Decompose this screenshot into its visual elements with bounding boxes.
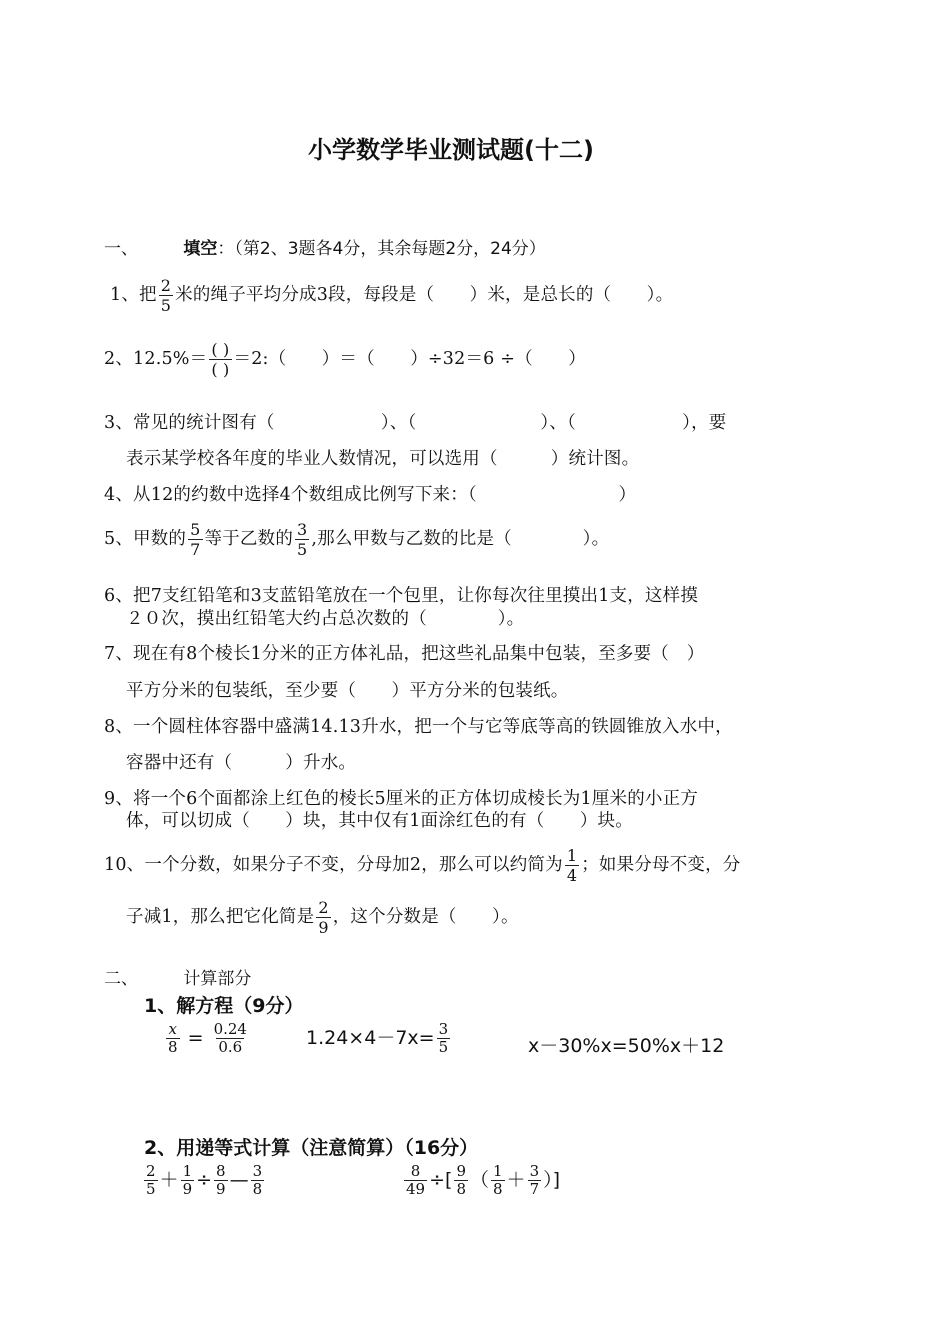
expr1-fraction-d-denominator: 8 <box>252 1180 263 1198</box>
page-title: 小学数学毕业测试题(十二) <box>308 136 594 164</box>
eq2-fraction-numerator: 3 <box>438 1020 449 1038</box>
question-1 <box>110 276 673 315</box>
expr1-fraction-b-denominator: 9 <box>182 1180 193 1198</box>
q10-text-d: ，这个分数是（ ）。 <box>332 907 519 927</box>
eq1-fraction-right-denominator: 0.6 <box>218 1038 243 1056</box>
question-2 <box>104 340 586 379</box>
expr1-op-2: ÷ <box>196 1169 213 1191</box>
expr1-fraction-c-denominator: 9 <box>216 1180 226 1198</box>
expr2-fraction-b-denominator: 8 <box>456 1180 466 1198</box>
expr2-fraction-a <box>404 1163 427 1198</box>
q5-fraction-2-numerator: 3 <box>297 520 308 539</box>
eq1-fraction-left-denominator: 8 <box>168 1038 178 1056</box>
expr1-fraction-c-numerator: 8 <box>216 1162 226 1180</box>
q5-fraction-2-denominator: 5 <box>297 540 308 559</box>
q2-fraction-numerator: ( ) <box>211 340 230 359</box>
q5-text-a: 5、甲数的 <box>104 529 187 549</box>
section-1-label: 填空 <box>183 239 218 259</box>
q2-text-b: ＝2:（ ）＝（ ）÷32＝6 ÷（ ） <box>233 349 586 369</box>
expr1-fraction-b-numerator: 1 <box>182 1162 193 1180</box>
equation-2 <box>306 1021 452 1056</box>
q2-text-a: 2、12.5%＝ <box>104 349 208 369</box>
q10-fraction-2-numerator: 2 <box>318 898 329 917</box>
expr2-fraction-a-denominator: 49 <box>406 1180 426 1198</box>
question-10-line-1 <box>104 846 741 885</box>
eq1-fraction-left <box>166 1021 180 1056</box>
q10-fraction-1-denominator: 4 <box>566 866 578 885</box>
equation-1 <box>164 1021 251 1056</box>
eq1-equals: = <box>187 1027 204 1049</box>
expression-2 <box>402 1163 560 1198</box>
q10-text-c: 子减1，那么把它化简是 <box>126 907 315 927</box>
expr1-fraction-b <box>181 1163 195 1198</box>
question-9-line-2: 体，可以切成（ ）块，其中仅有1面涂红色的有（ ）块。 <box>126 811 633 831</box>
q10-fraction-1 <box>565 846 579 885</box>
q5-fraction-2 <box>295 520 309 559</box>
question-5 <box>104 520 609 559</box>
expr2-fraction-d-denominator: 7 <box>529 1180 540 1198</box>
q5-fraction-1-denominator: 7 <box>190 540 201 559</box>
expr1-fraction-a <box>144 1163 158 1198</box>
q1-fraction-denominator: 5 <box>160 296 172 315</box>
expr2-paren-right: ）] <box>543 1169 561 1191</box>
q10-text-b: ；如果分母不变，分 <box>581 855 741 875</box>
q1-text-a: 1、把 <box>110 285 157 305</box>
question-3-line-2: 表示某学校各年度的毕业人数情况，可以选用（ ）统计图。 <box>126 449 640 469</box>
expression-1 <box>142 1163 266 1198</box>
q5-fraction-1-numerator: 5 <box>190 520 201 539</box>
expr1-fraction-a-numerator: 2 <box>146 1162 156 1180</box>
expr2-fraction-c-numerator: 1 <box>493 1162 503 1180</box>
eq1-fraction-right <box>212 1021 249 1056</box>
q10-fraction-2 <box>316 898 330 937</box>
expr2-fraction-c <box>491 1163 505 1198</box>
expr2-op-2: ＋ <box>506 1169 526 1191</box>
section-2-heading <box>104 964 251 989</box>
eq1-fraction-right-numerator: 0.24 <box>213 1020 247 1038</box>
expr1-fraction-a-denominator: 5 <box>146 1180 156 1198</box>
section-1-number: 一、 <box>104 239 138 259</box>
q5-text-b: 等于乙数的 <box>204 529 294 549</box>
question-6-line-2: ２０次，摸出红铅笔大约占总次数的（ ）。 <box>126 609 525 629</box>
section-1-note: ：（第2、3题各4分，其余每题2分，24分） <box>217 239 546 259</box>
question-8-line-1: 8、一个圆柱体容器中盛满14.13升水，把一个与它等底等高的铁圆锥放入水中， <box>104 717 733 737</box>
q1-fraction <box>159 276 173 315</box>
expr2-fraction-b <box>454 1163 468 1198</box>
expr1-fraction-c <box>214 1163 228 1198</box>
expr2-op-1: ÷[ <box>429 1169 453 1191</box>
question-7-line-2: 平方分米的包装纸，至少要（ ）平方分米的包装纸。 <box>126 681 569 701</box>
q5-fraction-1 <box>188 520 202 559</box>
q10-fraction-1-numerator: 1 <box>566 846 578 865</box>
question-3-line-1: 3、常见的统计图有（ ）、（ ）、（ ），要 <box>104 413 727 433</box>
section-1-heading <box>104 234 546 259</box>
expr1-fraction-d-numerator: 3 <box>252 1162 263 1180</box>
question-10-line-2 <box>126 898 519 937</box>
eq2-text: 1.24×4－7x= <box>306 1027 435 1049</box>
q2-fraction <box>209 340 231 379</box>
q2-fraction-denominator: ( ) <box>211 360 230 379</box>
question-8-line-2: 容器中还有（ ）升水。 <box>126 753 357 773</box>
expr2-fraction-a-numerator: 8 <box>410 1162 421 1180</box>
question-9-line-1: 9、将一个6个面都涂上红色的棱长5厘米的正方体切成棱长为1厘米的小正方 <box>104 789 699 809</box>
expr2-fraction-d <box>528 1163 542 1198</box>
expr2-fraction-b-numerator: 9 <box>456 1162 466 1180</box>
q1-text-b: 米的绳子平均分成3段，每段是（ ）米，是总长的（ ）。 <box>175 285 674 305</box>
section-2-label: 计算部分 <box>183 969 252 989</box>
q5-text-c: ,那么甲数与乙数的比是（ ）。 <box>311 529 610 549</box>
question-4: 4、从12的约数中选择4个数组成比例写下来：（ ） <box>104 485 637 505</box>
q10-fraction-2-denominator: 9 <box>318 918 329 937</box>
expr1-fraction-d <box>251 1163 265 1198</box>
expr1-op-3: — <box>229 1169 249 1191</box>
eq1-fraction-left-numerator: x <box>168 1020 177 1038</box>
equation-3: x－30%x=50%x＋12 <box>528 1035 725 1057</box>
question-6-line-1: 6、把7支红铅笔和3支蓝铅笔放在一个包里，让你每次往里摸出1支，这样摸 <box>104 586 699 606</box>
part-2-heading: 2、用递等式计算（注意简算）（16分） <box>144 1137 479 1159</box>
expr2-paren-left: （ <box>469 1169 489 1191</box>
expr2-fraction-c-denominator: 8 <box>493 1180 503 1198</box>
eq2-fraction <box>437 1021 451 1056</box>
eq2-fraction-denominator: 5 <box>438 1038 449 1056</box>
part-1-heading: 1、解方程（9分） <box>144 995 304 1017</box>
expr2-fraction-d-numerator: 3 <box>529 1162 540 1180</box>
expr1-op-1: ＋ <box>159 1169 179 1191</box>
question-7-line-1: 7、现在有8个棱长1分米的正方体礼品，把这些礼品集中包装，至多要（ ） <box>104 644 705 664</box>
section-2-number: 二、 <box>104 969 138 989</box>
q1-fraction-numerator: 2 <box>160 276 172 295</box>
q10-text-a: 10、一个分数，如果分子不变，分母加2，那么可以约简为 <box>104 855 563 875</box>
